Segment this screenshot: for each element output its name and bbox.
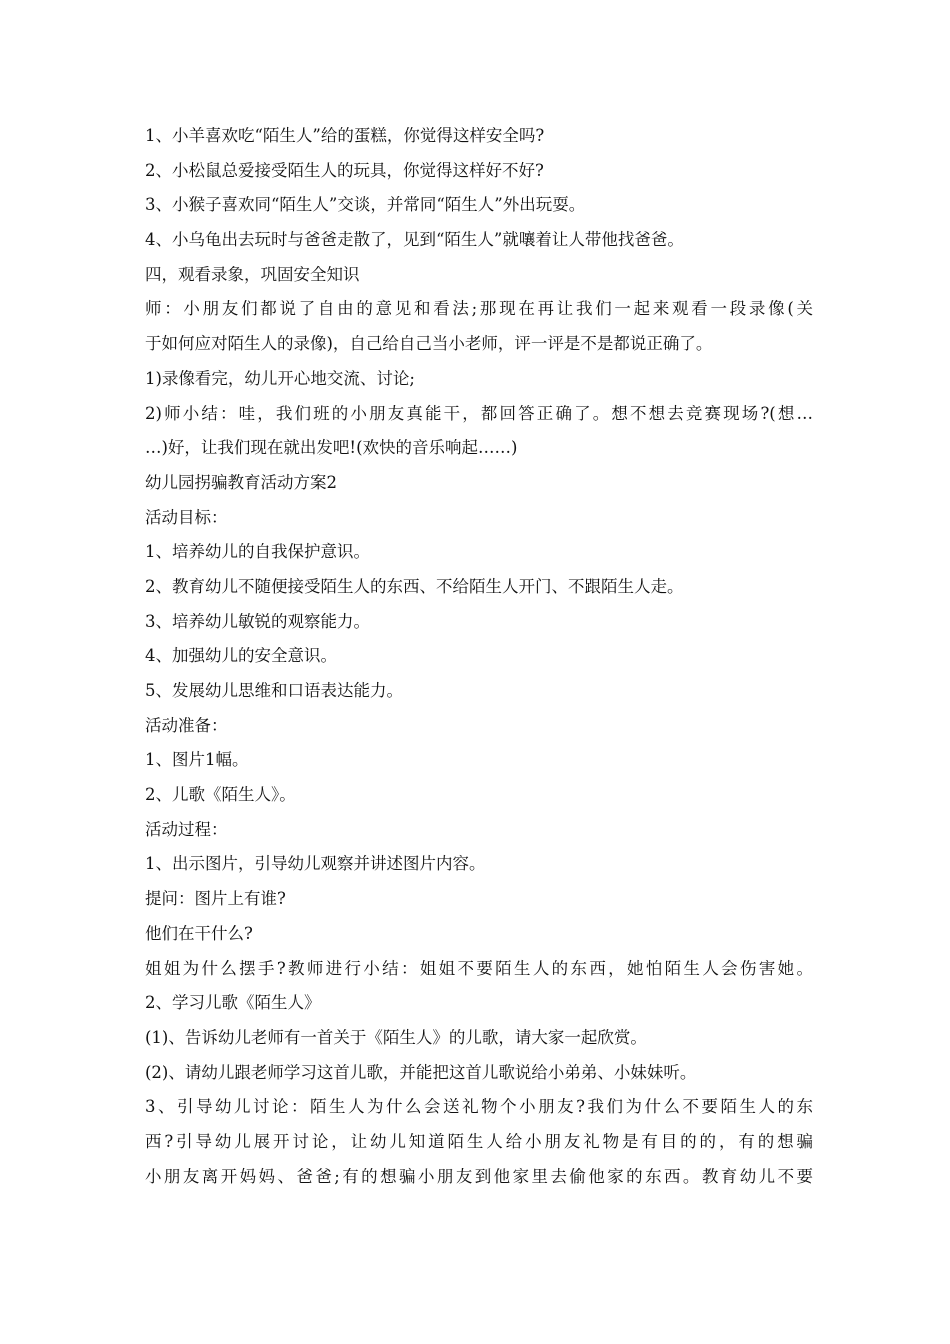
paragraph-discussion-line-3: 小朋友离开妈妈、爸爸;有的想骗小朋友到他家里去偷他家的东西。教育幼儿不要 (145, 1166, 813, 1186)
list-item-goal-3: 3、培养幼儿敏锐的观察能力。 (145, 611, 370, 631)
list-item-sub-2: (2)、请幼儿跟老师学习这首儿歌，并能把这首儿歌说给小弟弟、小妹妹听。 (145, 1062, 697, 1082)
list-item-prep-2: 2、儿歌《陌生人》。 (145, 785, 296, 805)
list-item-goal-1: 1、培养幼儿的自我保护意识。 (145, 542, 370, 562)
list-item-turtle-question: 4、小乌龟出去玩时与爸爸走散了，见到“陌生人”就嚷着让人带他找爸爸。 (145, 230, 684, 250)
paragraph-teacher-line-1: 师：小朋友们都说了自由的意见和看法;那现在再让我们一起来观看一段录像(关 (145, 299, 813, 319)
section-heading-preparation: 活动准备： (145, 715, 228, 735)
paragraph-discussion-line-1: 3、引导幼儿讨论：陌生人为什么会送礼物个小朋友?我们为什么不要陌生人的东 (145, 1097, 813, 1117)
list-item-process-2: 2、学习儿歌《陌生人》 (145, 993, 321, 1013)
list-item-monkey-question: 3、小猴子喜欢同“陌生人”交谈，并常同“陌生人”外出玩耍。 (145, 195, 586, 215)
section-heading-watch-video: 四，观看录象，巩固安全知识 (145, 264, 360, 284)
document-body (145, 119, 813, 1194)
list-item-lamb-question: 1、小羊喜欢吃“陌生人”给的蛋糕，你觉得这样安全吗? (145, 126, 545, 145)
list-item-goal-2: 2、教育幼儿不随便接受陌生人的东西、不给陌生人开门、不跟陌生人走。 (145, 576, 684, 596)
list-item-sub-1: (1)、告诉幼儿老师有一首关于《陌生人》的儿歌，请大家一起欣赏。 (145, 1027, 647, 1047)
list-item-goal-4: 4、加强幼儿的安全意识。 (145, 646, 337, 666)
paragraph-question-what: 他们在干什么? (145, 923, 253, 943)
paragraph-discussion-line-2: 西?引导幼儿展开讨论，让幼儿知道陌生人给小朋友礼物是有目的的，有的想骗 (145, 1131, 813, 1151)
plan-title: 幼儿园拐骗教育活动方案2 (145, 472, 337, 492)
paragraph-question-why: 姐姐为什么摆手?教师进行小结：姐姐不要陌生人的东西，她怕陌生人会伤害她。 (145, 958, 813, 978)
paragraph-question-who: 提问：图片上有谁? (145, 889, 286, 909)
list-item-prep-1: 1、图片1幅。 (145, 750, 249, 770)
list-item-squirrel-question: 2、小松鼠总爱接受陌生人的玩具，你觉得这样好不好? (145, 160, 544, 180)
paragraph-teacher-line-2: 于如何应对陌生人的录像)，自己给自己当小老师，评一评是不是都说正确了。 (145, 334, 713, 354)
paragraph-summary-line-1: 2)师小结：哇，我们班的小朋友真能干，都回答正确了。想不想去竞赛现场?(想… (145, 403, 813, 423)
list-item-goal-5: 5、发展幼儿思维和口语表达能力。 (145, 681, 403, 700)
paragraph-summary-line-2: …)好，让我们现在就出发吧!(欢快的音乐响起……) (145, 438, 518, 458)
list-item-video-discussion: 1)录像看完，幼儿开心地交流、讨论; (145, 368, 415, 388)
section-heading-goals: 活动目标： (145, 507, 228, 527)
list-item-process-1: 1、出示图片，引导幼儿观察并讲述图片内容。 (145, 854, 486, 874)
section-heading-process: 活动过程： (145, 819, 228, 839)
